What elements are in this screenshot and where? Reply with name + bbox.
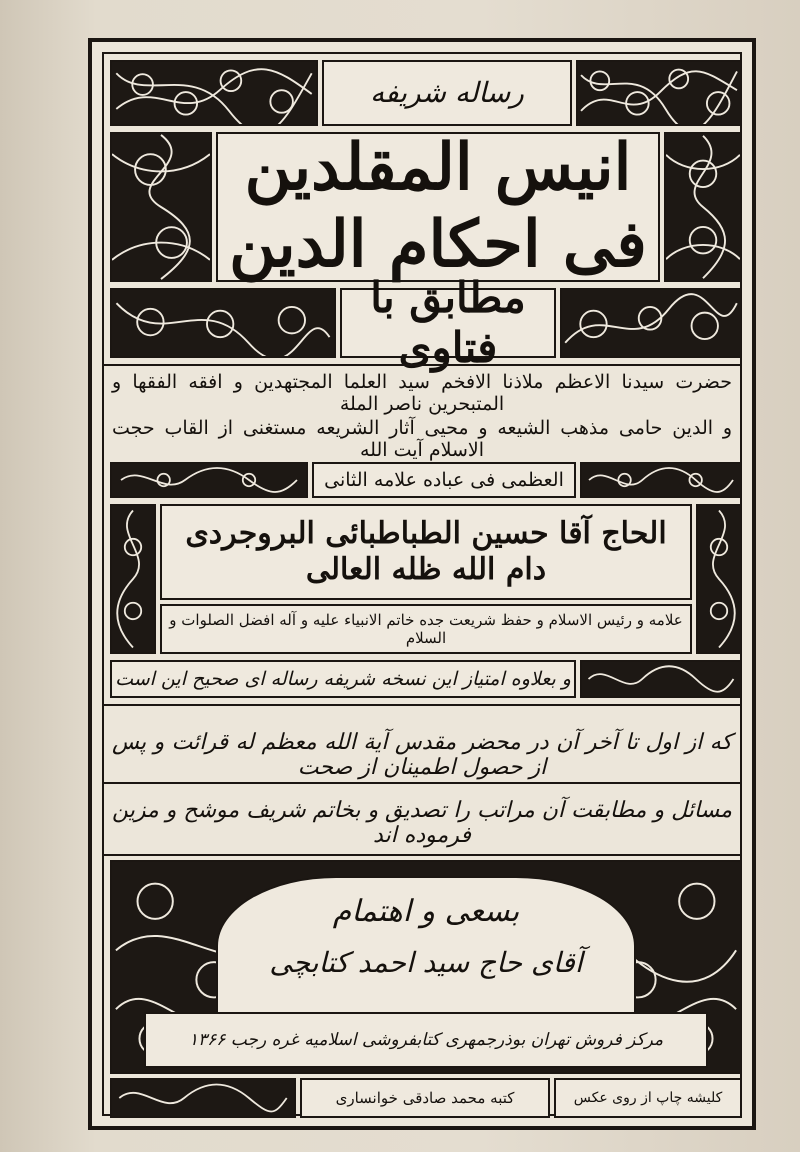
- ornament-footer-left: [110, 1078, 296, 1118]
- ornament-intro-left: [110, 462, 308, 498]
- ornament-body-right: [580, 660, 742, 698]
- body-cartouche: [110, 660, 576, 698]
- ornament-top-left: [110, 60, 318, 126]
- body-text-line-2: که از اول تا آخر آن در محضر مقدس آیة الله معظم له قرائت و پس از حصول اطمینان از صحت: [112, 730, 732, 781]
- intro-text-line-1: حضرت سیدنا الاعظم ملاذنا الافخم سید العلما المجتهدین و افقه الفقها و المتبحرین ناصر الملة: [112, 371, 732, 415]
- divider: [104, 782, 740, 784]
- author-name: الحاج آقا حسین الطباطبائی البروجردی دام الله ظله العالی: [185, 516, 667, 587]
- divider: [104, 364, 740, 366]
- author-cartouche: [160, 504, 692, 600]
- scribe-cartouche: [300, 1078, 550, 1118]
- header-cartouche: [322, 60, 572, 126]
- ornament-author-left: [110, 504, 156, 654]
- body-text-line-3: مسائل و مطابقت آن مراتب را تصدیق و بخاتم شریف موشح و مزین فرموده اند: [112, 798, 732, 849]
- scribe-credit: کتبه محمد صادقی خوانساری: [335, 1089, 515, 1107]
- sales-center-cartouche: [144, 1012, 708, 1068]
- author-subline-cartouche: [160, 604, 692, 654]
- risala-label: رساله شریفه: [370, 76, 524, 110]
- fatawa-label: مطابق با فتاوی: [370, 272, 526, 372]
- intro-text-line-3: العظمی فی عباده علامه الثانی: [324, 468, 564, 491]
- ornament-title-left: [110, 132, 212, 282]
- intro-cartouche: [312, 462, 576, 498]
- divider: [104, 704, 740, 706]
- ornament-intro-right: [580, 462, 742, 498]
- divider: [104, 854, 740, 856]
- author-subline: علامه و رئیس الاسلام و حفظ شریعت جده خاتم الانبیاء علیه و آله افضل الصلوات و السلام: [169, 611, 683, 647]
- ornament-top-right: [576, 60, 742, 126]
- photo-credit: کلیشه چاپ از روی عکس: [573, 1089, 723, 1106]
- ornament-title-right: [664, 132, 742, 282]
- publisher-name: آقای حاج سید احمد کتابچی: [269, 946, 583, 979]
- book-title: انیس المقلدین فی احکام الدین: [229, 130, 647, 282]
- sales-center: مرکز فروش تهران بوذرجمهری کتابفروشی اسلامیه غره رجب ۱۳۶۶: [188, 1029, 664, 1050]
- effort-label: بسعی و اهتمام: [332, 894, 520, 929]
- title-page-frame: [102, 52, 742, 1116]
- body-text-line-1: و بعلاوه امتیاز این نسخه شریفه رساله ای صحیح این است: [115, 667, 571, 690]
- ornament-sub-right: [560, 288, 742, 358]
- photo-credit-cartouche: [554, 1078, 742, 1118]
- title-page: [88, 38, 756, 1130]
- main-title-cartouche: [216, 132, 660, 282]
- intro-text-line-2: و الدین حامی مذهب الشیعه و محیی آثار الشریعه مستغنی از القاب حجت الاسلام آیت الله: [112, 417, 732, 461]
- ornament-author-right: [696, 504, 742, 654]
- ornament-sub-left: [110, 288, 336, 358]
- subtitle-cartouche: [340, 272, 556, 372]
